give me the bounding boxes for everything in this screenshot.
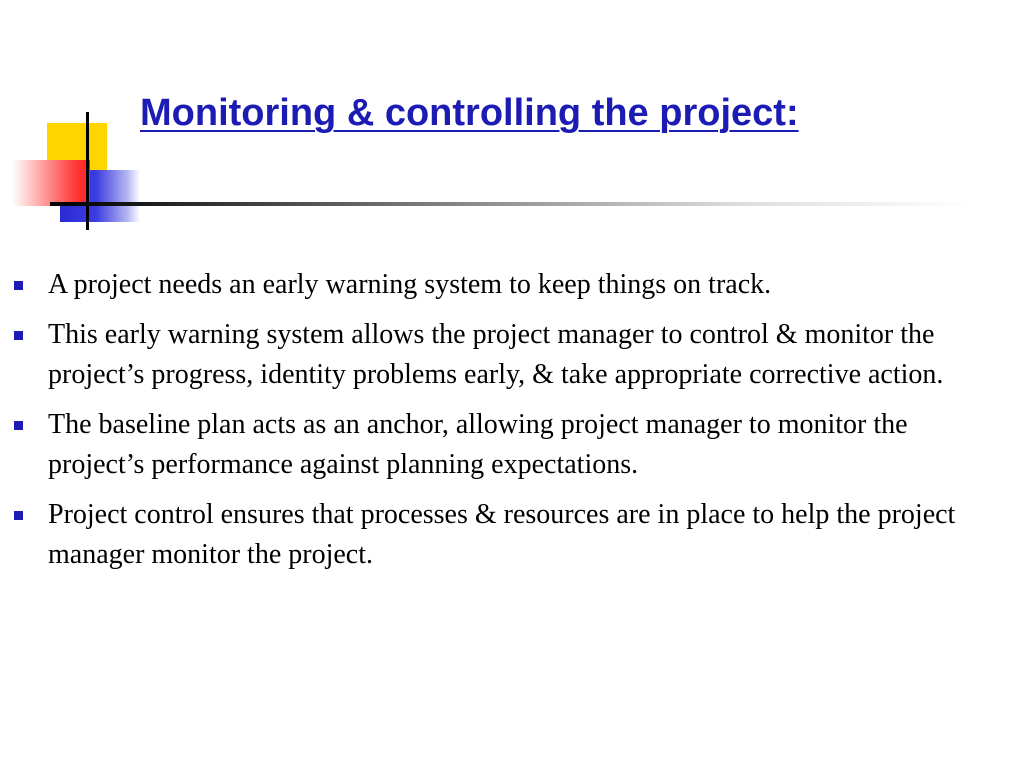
bullet-list xyxy=(14,265,1009,585)
square-bullet-icon xyxy=(14,315,48,355)
list-item xyxy=(14,405,1009,485)
bullet-text: Project control ensures that processes & resources are in place to help the project manager monitor the project. xyxy=(48,499,956,570)
logo-red-square xyxy=(12,160,90,206)
bullet-text: This early warning system allows the project manager to control & monitor the project’s progress, identity problems early, & take appropriate corrective action. xyxy=(48,319,944,390)
list-item xyxy=(14,495,1009,575)
list-item xyxy=(14,315,1009,395)
square-bullet-icon xyxy=(14,495,48,535)
bullet-text: The baseline plan acts as an anchor, allowing project manager to monitor the project’s performance against planning expectations. xyxy=(48,409,908,480)
title-divider-line xyxy=(50,202,970,206)
slide-title: Monitoring & controlling the project: xyxy=(140,92,799,134)
square-bullet-icon xyxy=(14,405,48,445)
square-bullet-icon xyxy=(14,265,48,305)
logo-vertical-line xyxy=(86,112,89,230)
list-item xyxy=(14,265,1009,305)
bullet-text: A project needs an early warning system to keep things on track. xyxy=(48,269,772,300)
